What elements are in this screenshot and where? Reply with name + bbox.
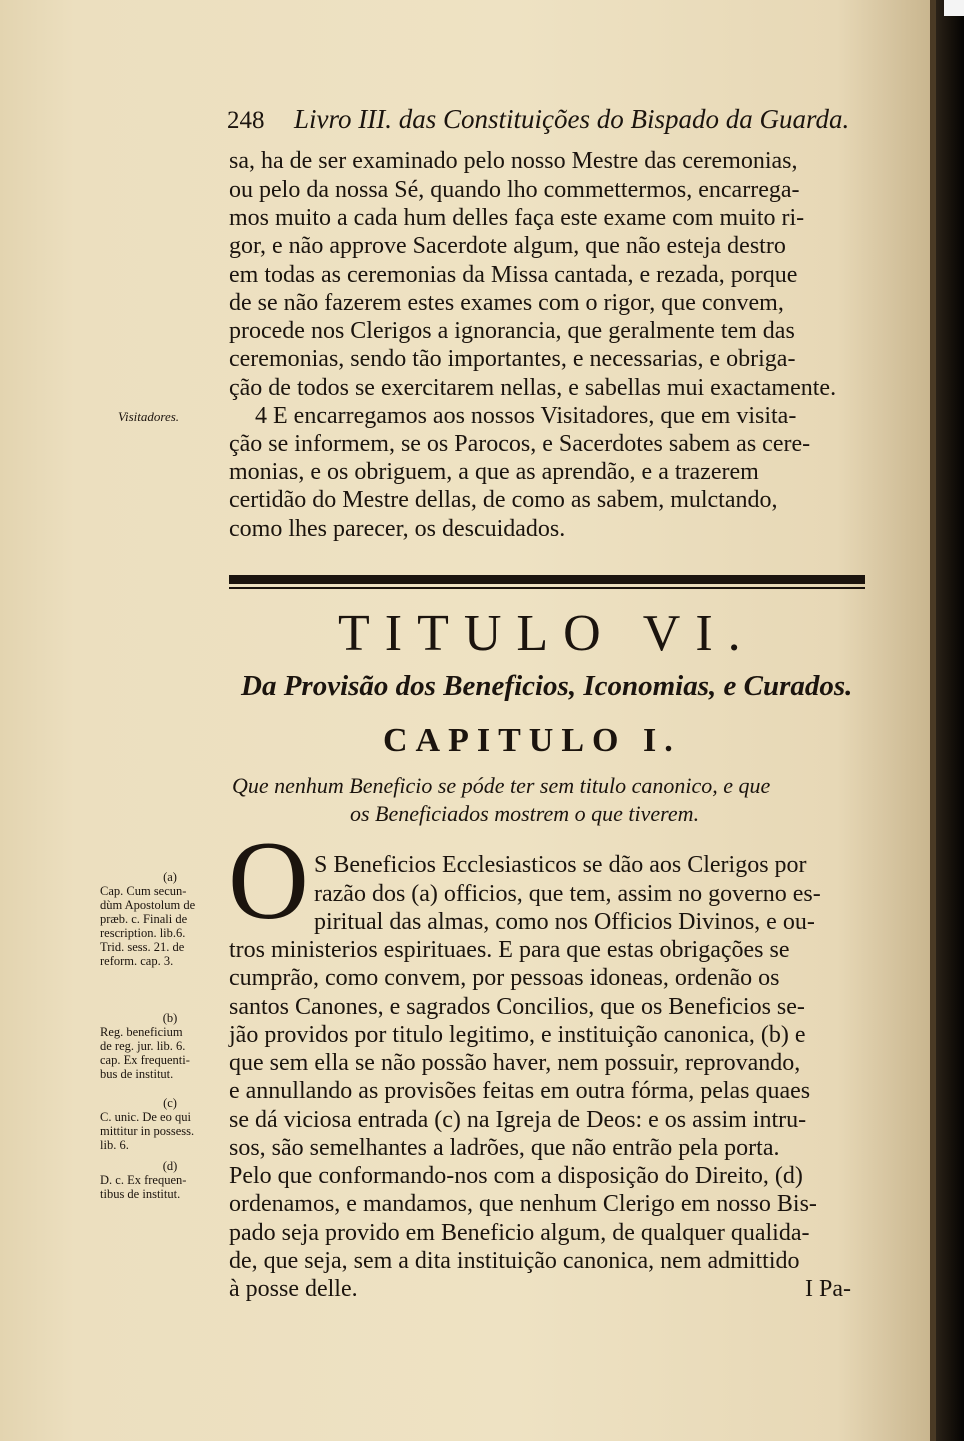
chapter-heading-line: os Beneficiados mostrem o que tiverem.	[350, 801, 700, 826]
footnote-line: dùm Apostolum de	[100, 898, 196, 912]
catchword: I Pa-	[805, 1276, 851, 1302]
text-line: ceremonias, sendo tão importantes, e necessarias, e obriga-	[229, 346, 796, 372]
text-line: piritual das almas, como nos Officios Divinos, e ou-	[314, 909, 815, 935]
text-line: 4 E encarregamos aos nossos Visitadores, que em visita-	[255, 403, 797, 429]
footnote-line: Reg. beneficium	[100, 1025, 183, 1039]
footnote-line: de reg. jur. lib. 6.	[100, 1039, 186, 1053]
text-line: razão dos (a) officios, que tem, assim no governo es-	[314, 881, 821, 907]
footnote-line: Cap. Cum secun-	[100, 884, 187, 898]
text-line: sos, são semelhantes a ladrões, que não entrão pela porta.	[229, 1135, 780, 1161]
title-rule-thin	[229, 587, 865, 589]
footnote-line: mittitur in possess.	[100, 1124, 195, 1138]
text-line: como lhes parecer, os descuidados.	[229, 516, 566, 542]
text-line: de se não fazerem estes exames com o rigor, que convem,	[229, 290, 784, 316]
text-line: ção se informem, se os Parocos, e Sacerdotes sabem as cere-	[229, 431, 811, 457]
footnote-marker: (c)	[163, 1096, 177, 1110]
text-line: certidão do Mestre dellas, de como as sabem, mulctando,	[229, 487, 778, 513]
footnote-line: lib. 6.	[100, 1138, 129, 1152]
text-line: ou pelo da nossa Sé, quando lho commettermos, encarrega-	[229, 177, 800, 203]
text-line: ordenamos, e mandamos, que nenhum Clerigo em nosso Bis-	[229, 1191, 817, 1217]
text-line: à posse delle.	[229, 1276, 358, 1302]
text-line: tros ministerios espirituaes. E para que estas obrigações se	[229, 937, 790, 963]
footnote-d	[100, 1159, 240, 1201]
footnote-line: bus de institut.	[100, 1067, 174, 1081]
text-line: jão providos por titulo legitimo, e instituição canonica, (b) e	[229, 1022, 806, 1048]
capitulo-heading: CAPITULO I.	[383, 722, 681, 759]
text-line: Pelo que conformando-nos com a disposição do Direito, (d)	[229, 1163, 803, 1189]
titulo-heading: TITULO VI.	[338, 605, 756, 662]
footnote-line: cap. Ex frequenti-	[100, 1053, 190, 1067]
running-title: Livro III. das Constituições do Bispado da Guarda.	[294, 104, 850, 134]
text-line: cumprão, como convem, por pessoas idoneas, ordenão os	[229, 965, 780, 991]
text-line: procede nos Clerigos a ignorancia, que geralmente tem das	[229, 318, 795, 344]
footnote-marker: (d)	[162, 1159, 178, 1173]
text-line: sa, ha de ser examinado pelo nosso Mestre das ceremonias,	[229, 148, 798, 174]
text-line: gor, e não approve Sacerdote algum, que não esteja destro	[229, 233, 786, 259]
text-line: e annullando as provisões feitas em outra fórma, pelas quaes	[229, 1078, 811, 1104]
scan-margin	[944, 0, 964, 16]
footnote-a	[100, 870, 240, 968]
text-line: ção de todos se exercitarem nellas, e sabellas mui exactamente.	[229, 375, 837, 401]
footnote-marker: (a)	[163, 870, 177, 884]
text-line: que sem ella se não possão haver, nem possuir, reprovando,	[229, 1050, 801, 1076]
text-line: mos muito a cada hum delles faça este exame com muito ri-	[229, 205, 805, 231]
text-line: em todas as ceremonias da Missa cantada, e rezada, porque	[229, 262, 798, 288]
book-gutter	[936, 0, 964, 1441]
footnote-line: C. unic. De eo qui	[100, 1110, 191, 1124]
titulo-subtitle: Da Provisão dos Beneficios, Iconomias, e Curados.	[241, 670, 853, 702]
margin-label-visitadores: Visitadores.	[118, 409, 180, 424]
page-number: 248	[227, 107, 265, 134]
text-line: pado seja provido em Beneficio algum, de qualquer qualida-	[229, 1220, 810, 1246]
footnote-marker: (b)	[162, 1011, 178, 1025]
footnote-line: Trid. sess. 21. de	[100, 940, 185, 954]
chapter-heading-line: Que nenhum Beneficio se póde ter sem titulo canonico, e que	[232, 773, 771, 798]
footnote-line: præb. c. Finali de	[100, 912, 188, 926]
footnote-line: tibus de institut.	[100, 1187, 181, 1201]
text-line: monias, e os obriguem, a que as aprendão, e a trazerem	[229, 459, 759, 485]
text-line: santos Canones, e sagrados Concilios, que os Beneficios se-	[229, 994, 805, 1020]
text-line: de, que seja, sem a dita instituição canonica, nem admittido	[229, 1248, 800, 1274]
footnote-line: reform. cap. 3.	[100, 954, 174, 968]
footnote-c	[100, 1096, 240, 1152]
title-rule-heavy	[229, 575, 865, 584]
footnote-line: rescription. lib.6.	[100, 926, 186, 940]
text-line: se dá viciosa entrada (c) na Igreja de Deos: e os assim intru-	[229, 1107, 807, 1133]
text-line: S Beneficios Ecclesiasticos se dão aos Clerigos por	[314, 852, 807, 878]
footnote-b	[100, 1011, 240, 1081]
footnote-line: D. c. Ex frequen-	[100, 1173, 187, 1187]
drop-cap: O	[228, 819, 309, 943]
